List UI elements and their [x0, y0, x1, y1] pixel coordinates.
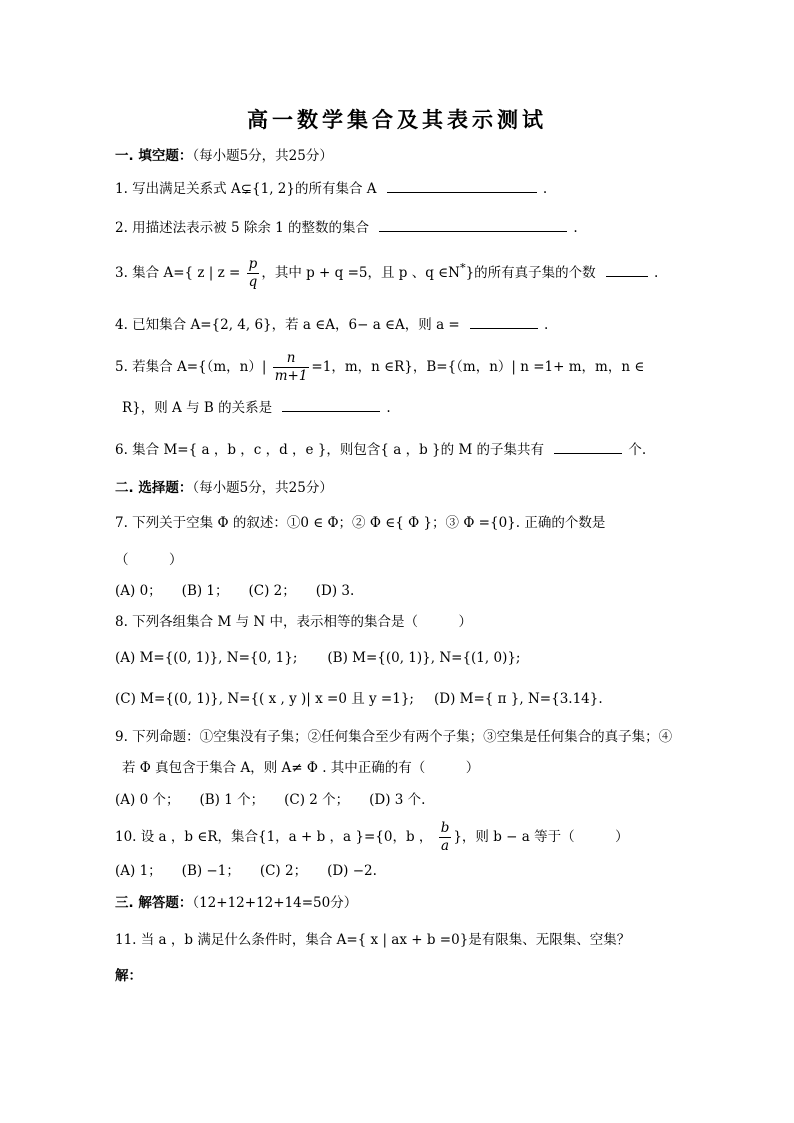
answer-blank[interactable]: [379, 219, 567, 232]
question-8: [115, 613, 472, 631]
q2-end: .: [573, 220, 578, 236]
section-note: （每小题5分，共25分）: [192, 480, 333, 496]
question-7-options: [115, 582, 374, 600]
q3-text-2: ，其中 p + q =5，且 p 、q ∈N: [261, 265, 460, 281]
option-a[interactable]: (A) 1；: [115, 863, 162, 879]
fraction-p-over-q: [247, 256, 260, 291]
fraction-numerator: n: [286, 350, 296, 366]
fraction-b-over-a: [439, 820, 452, 855]
fraction-denominator: m+1: [274, 368, 308, 384]
q5-text: 5. 若集合 A={（m，n）|: [115, 359, 267, 375]
q11-text: 11. 当 a ，b 满足什么条件时，集合 A={ x | ax + b =0}是有限集、无限集、空集？: [115, 932, 631, 948]
question-9: [115, 728, 672, 746]
q8-text: 8. 下列各组集合 M 与 N 中，表示相等的集合是（ ）: [115, 614, 472, 630]
q9-text: 9. 下列命题：①空集没有子集；②任何集合至少有两个子集；③空集是任何集合的真子集；④: [115, 729, 673, 745]
subset-symbol: ⊊: [240, 181, 253, 197]
q5-end: .: [386, 400, 391, 416]
q3-text: 3. 集合 A={ z | z =: [115, 265, 241, 281]
fraction-numerator: p: [248, 256, 258, 272]
section-note: （12+12+12+14=50分）: [192, 895, 358, 911]
fraction-denominator: a: [439, 837, 452, 855]
q1-text: 1. 写出满足关系式 A: [115, 181, 241, 197]
question-7: [115, 514, 605, 532]
q3-text-3: }的所有真子集的个数: [465, 265, 596, 281]
answer-blank[interactable]: [554, 441, 622, 454]
question-11: [115, 931, 630, 949]
answer-blank[interactable]: [282, 399, 380, 412]
q9-text-2: 若 Φ 真包含于集合 A，则 A≠ Φ . 其中正确的有（ ）: [122, 760, 480, 776]
question-4: [115, 316, 548, 334]
q2-text: 2. 用描述法表示被 5 除余 1 的整数的集合: [115, 220, 370, 236]
option-b[interactable]: (B) M={(0, 1)}, N={(1, 0)};: [327, 650, 521, 666]
question-8-options-1: [115, 649, 540, 667]
question-6: [115, 441, 646, 459]
fraction-n-over-m-plus-1: [273, 350, 310, 385]
option-c[interactable]: (C) M={(0, 1)}, N={( x , y )| x =0 且 y =1};: [115, 691, 414, 707]
section-short-answer: [115, 894, 357, 912]
question-5: [115, 350, 644, 385]
option-c[interactable]: (C) 2；: [259, 863, 308, 879]
question-7-paren: [115, 551, 183, 569]
q3-end: .: [653, 265, 659, 281]
q10-text-2: }，则 b − a 等于（ ）: [453, 829, 629, 845]
q4-text: 4. 已知集合 A={2, 4, 6}，若 a ∈A，6− a ∈A，则 a =: [115, 317, 460, 333]
section-note: （每小题5分，共25分）: [192, 148, 333, 164]
answer-blank[interactable]: [470, 316, 538, 329]
answer-paren[interactable]: （ ）: [115, 552, 183, 568]
option-b[interactable]: (B) −1；: [181, 863, 240, 879]
q10-text: 10. 设 a ，b ∈R，集合{1，a + b ，a }={0，b ，: [115, 829, 433, 845]
option-a[interactable]: (A) 0 个；: [115, 792, 180, 808]
q6-text: 6. 集合 M={ a ，b ，c ，d ，e }，则包含{ a ，b }的 M 的子集共有: [115, 442, 545, 458]
q4-end: .: [544, 317, 549, 333]
page-title: 高一数学集合及其表示测试: [247, 108, 547, 132]
option-d[interactable]: (D) M={ π }, N={3.14}.: [433, 691, 603, 707]
question-2: [115, 219, 578, 237]
answer-label: 解：: [115, 968, 142, 984]
question-8-options-2: [115, 690, 623, 708]
fraction-numerator: b: [440, 820, 450, 836]
fraction-denominator: q: [248, 274, 258, 290]
option-c[interactable]: (C) 2；: [248, 583, 296, 599]
question-10-options: [115, 862, 397, 880]
option-d[interactable]: (D) 3 个.: [369, 792, 426, 808]
section-heading: 一. 填空题：: [115, 148, 193, 164]
answer-blank[interactable]: [387, 180, 537, 193]
section-heading: 二. 选择题：: [115, 480, 193, 496]
section-fill-in: [115, 147, 333, 165]
option-c[interactable]: (C) 2 个；: [284, 792, 350, 808]
superscript: *: [459, 261, 466, 275]
q1-end: .: [542, 181, 548, 197]
question-3: [115, 256, 658, 291]
option-d[interactable]: (D) 3.: [315, 583, 355, 599]
option-b[interactable]: (B) 1；: [181, 583, 229, 599]
option-a[interactable]: (A) M={(0, 1)}, N={0, 1};: [115, 650, 298, 666]
answer-blank[interactable]: [606, 264, 648, 277]
q1-text-2: {1, 2}的所有集合 A: [252, 181, 377, 197]
q7-text: 7. 下列关于空集 Φ 的叙述：①0 ∈ Φ；② Φ ∈{ Φ }；③ Φ ={0}. 正确的个数是: [115, 515, 606, 531]
option-b[interactable]: (B) 1 个；: [199, 792, 265, 808]
question-1: [115, 180, 547, 198]
question-9-options: [115, 791, 445, 809]
question-9-line-2: [122, 759, 479, 777]
q6-end: 个.: [628, 442, 647, 458]
q5-text-3: R}，则 A 与 B 的关系是: [122, 400, 273, 416]
option-d[interactable]: (D) −2.: [327, 863, 377, 879]
question-5-line-2: [122, 399, 391, 417]
option-a[interactable]: (A) 0；: [115, 583, 162, 599]
section-heading: 三. 解答题：: [115, 895, 193, 911]
q5-text-2: =1，m，n ∈R}，B={（m，n）| n =1+ m，m，n ∈: [311, 359, 645, 375]
section-multiple-choice: [115, 479, 333, 497]
question-10: [115, 820, 629, 855]
